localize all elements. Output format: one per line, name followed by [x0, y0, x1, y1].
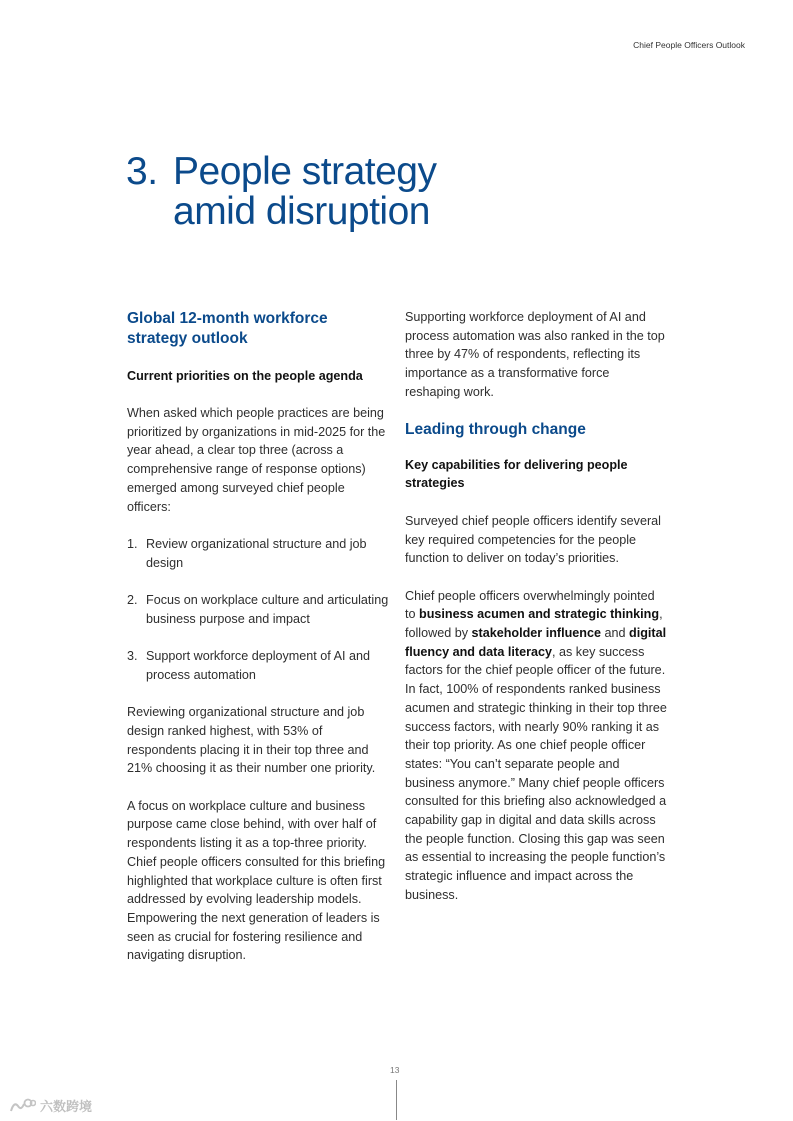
paragraph-competencies: Surveyed chief people officers identify several key required competencies for the people function to deliver on today’s priorities. [405, 513, 661, 566]
watermark-logo-icon [8, 1097, 36, 1115]
list-item-text: Focus on workplace culture and articulating business purpose and impact [146, 593, 389, 626]
section-heading-leading-change: Leading through change [405, 421, 586, 439]
page-number: 13 [390, 1065, 400, 1075]
right-column [405, 308, 667, 923]
list-item-text: Review organizational structure and job design [146, 536, 367, 570]
paragraph-success-factors [405, 587, 667, 905]
chapter-number: 3. [126, 150, 158, 193]
paragraph-org-structure: Reviewing organizational structure and job design ranked highest, with 53% of respondents placing it in their top three and 21% choosing it as their number one priority. [127, 705, 376, 776]
chapter-title-line1: People strategy [173, 150, 437, 193]
paragraph-ai-deployment: Supporting workforce deployment of AI and process automation was also ranked in the top three by 47% of respondents, reflecting its importance as a transformative force reshaping work. [405, 310, 665, 399]
list-item-number: 1. [127, 536, 138, 551]
list-item [127, 535, 389, 572]
text-run: , followed by [405, 607, 663, 640]
emphasis-business-acumen: business acumen and strategic thinking [419, 607, 660, 622]
list-item-number: 2. [127, 593, 138, 608]
section-heading-outlook: Global 12-month workforce strategy outlook [127, 310, 328, 347]
subheading-key-capabilities: Key capabilities for delivering people strategies [405, 457, 628, 491]
paragraph-workplace-culture: A focus on workplace culture and business purpose came close behind, with over half of respondents listing it as a top-three priority. Chief people officers consulted for this briefing highlighted that workplace culture is often first addressed by evolving leadership models. Empowering the next generation of leaders is seen as crucial for fostering resilience and navigating disruption. [127, 798, 386, 963]
list-item [127, 591, 389, 628]
watermark-text: 六数跨境 [40, 1099, 93, 1114]
left-column [127, 308, 389, 984]
footer-divider [396, 1080, 397, 1120]
priorities-list [127, 535, 389, 685]
chapter-title-line2: amid disruption [173, 190, 430, 233]
emphasis-stakeholder-influence: stakeholder influence [471, 626, 601, 640]
text-run: and [601, 626, 630, 640]
list-item [127, 647, 389, 684]
emphasis-digital-fluency: digital fluency and data literacy [405, 626, 667, 659]
running-header-title: Chief People Officers Outlook [633, 40, 745, 50]
list-item-text: Support workforce deployment of AI and process automation [146, 649, 371, 682]
subheading-current-priorities: Current priorities on the people agenda [127, 368, 363, 383]
intro-paragraph: When asked which people practices are being prioritized by organizations in mid-2025 for the year ahead, a clear top three (across a comprehensive range of response options) emerged among surveyed chief people officers: [127, 406, 386, 514]
text-run: , as key success factors for the chief people officer of the future. In fact, 100% of respondents ranked business acumen and strategic thinking in their top three success factors, with nearly 90% ranking it as their top priority. As one chief people officer states: “You can’t separate people and business anymore.” Many chief people officers consulted for this briefing also acknowledged a capability gap in digital and data skills across the people function. Closing this gap was seen as essential to increasing the people function’s strategic influence and impact across the business. [405, 644, 667, 902]
chapter-title [126, 152, 437, 232]
text-run: Chief people officers overwhelmingly pointed to [405, 588, 655, 622]
watermark [8, 1096, 92, 1115]
list-item-number: 3. [127, 649, 138, 664]
